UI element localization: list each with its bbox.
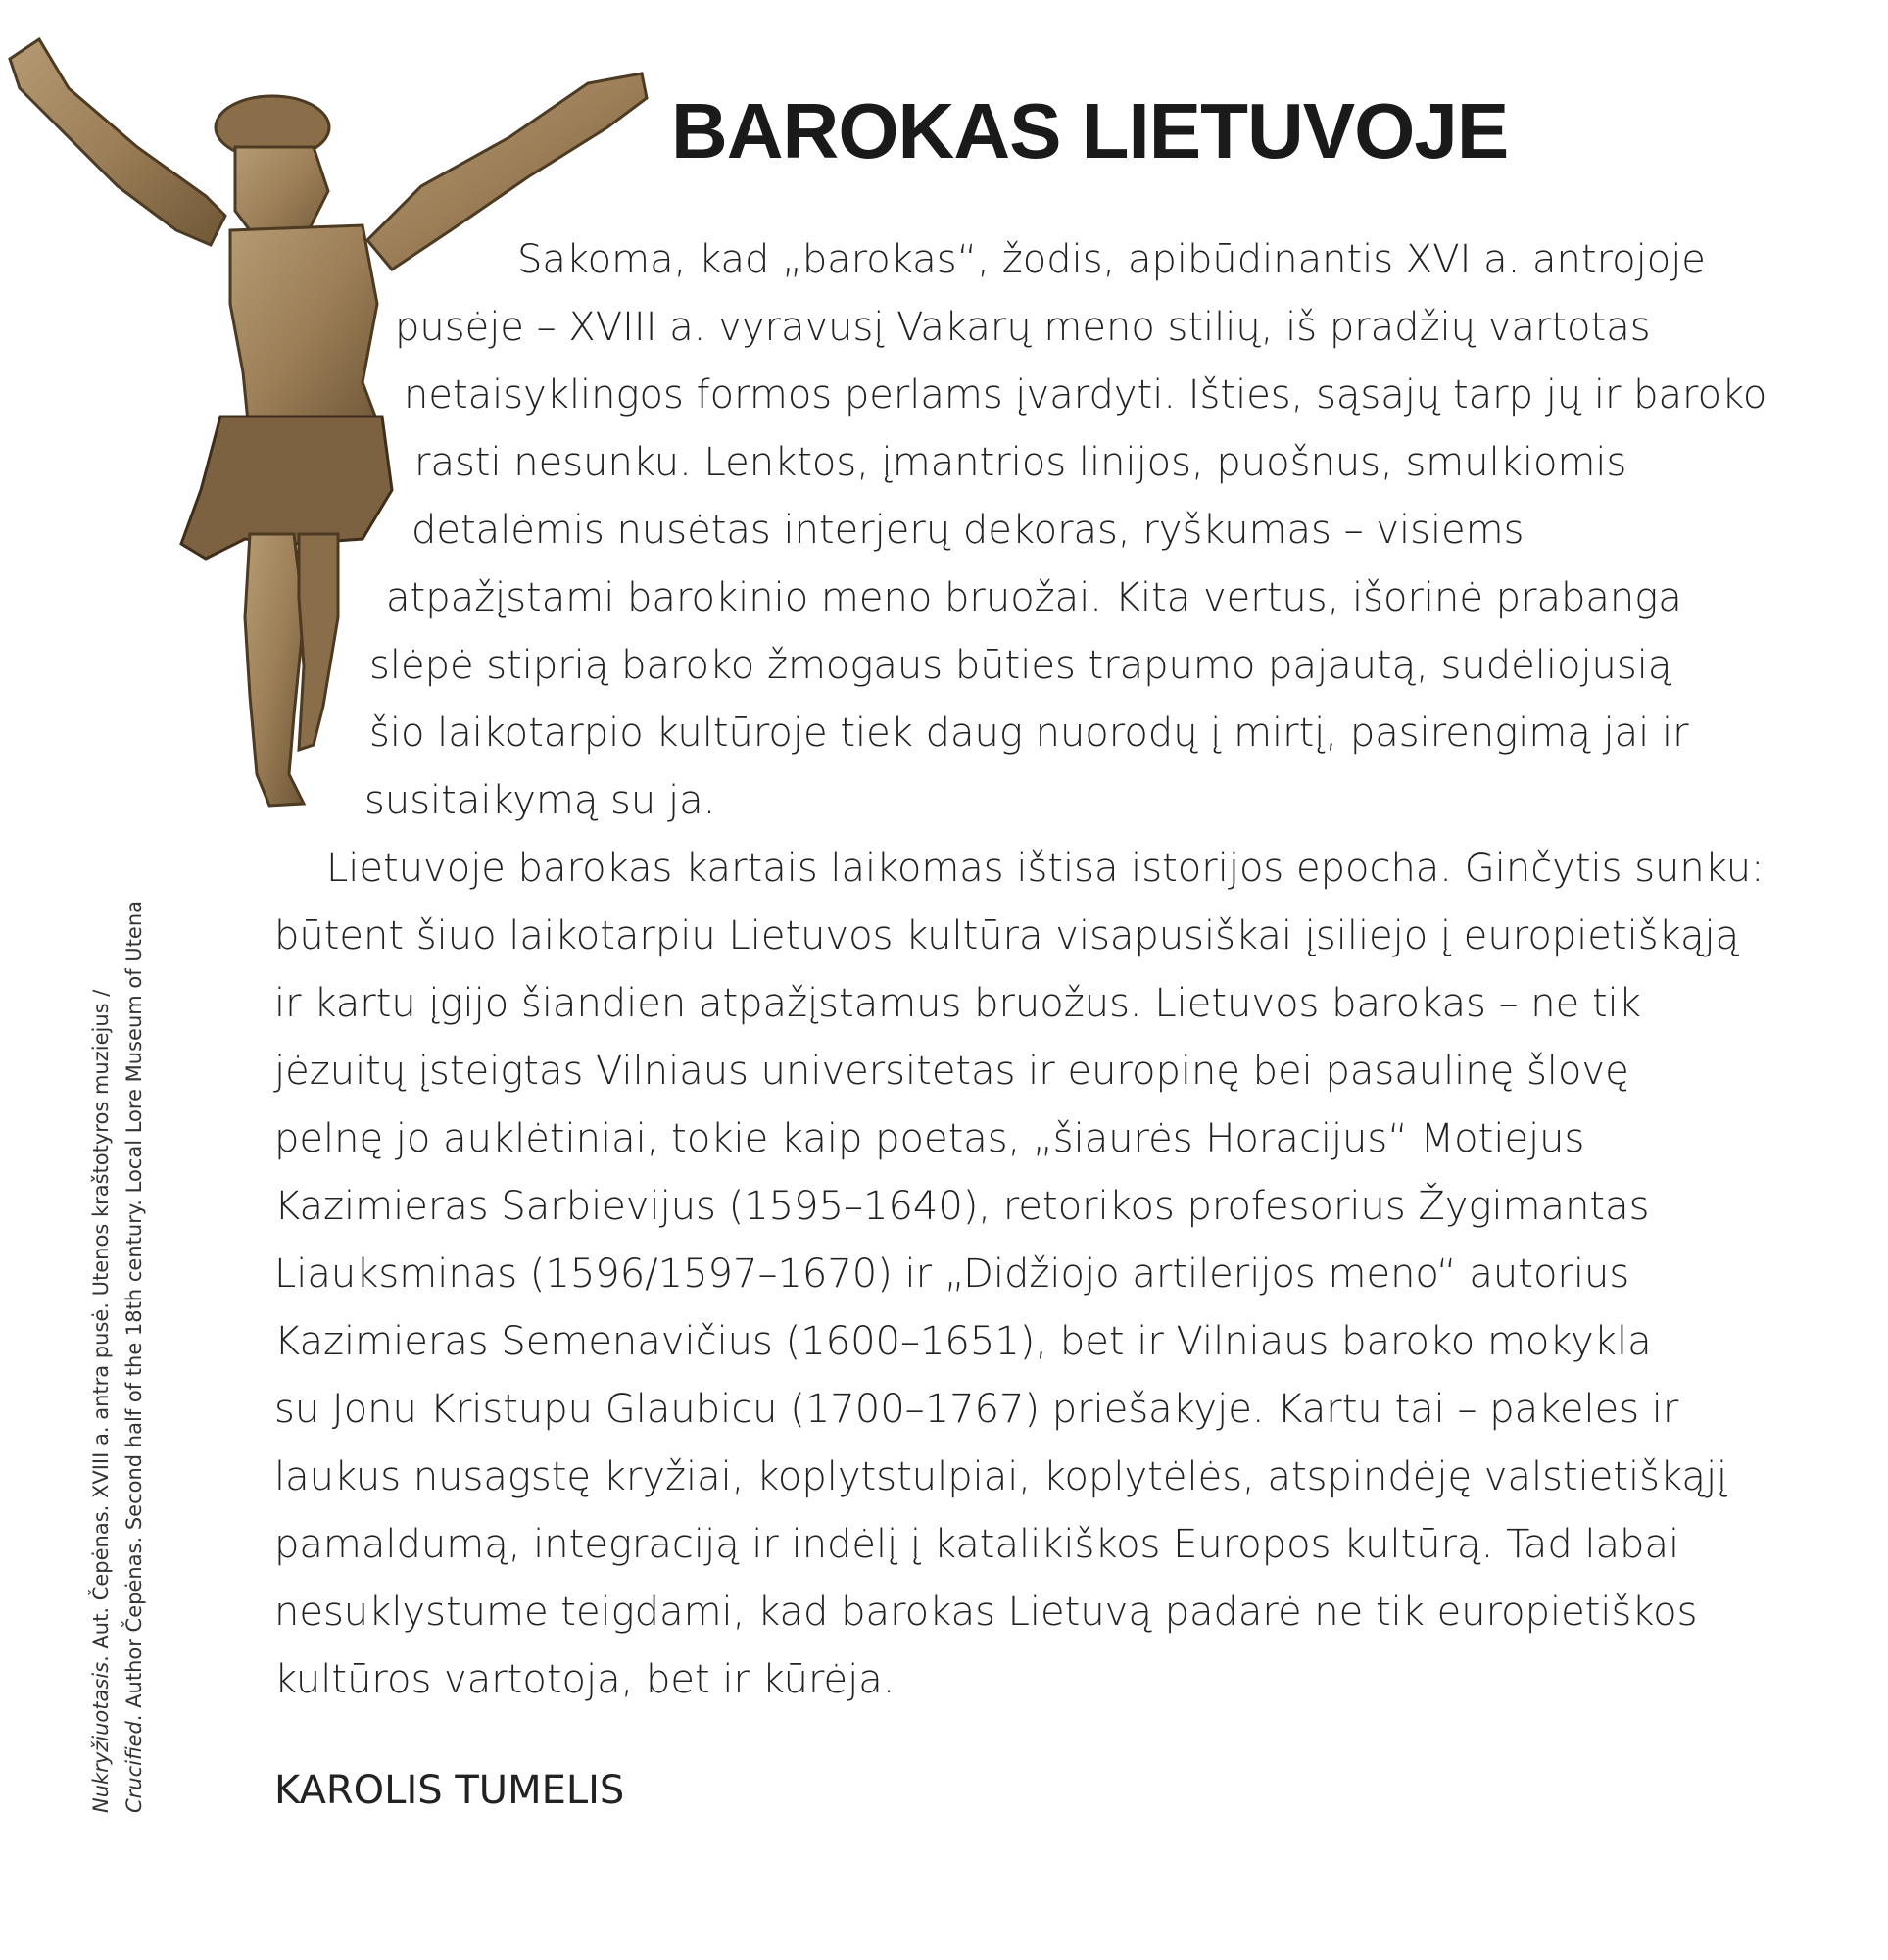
text-line: ir kartu įgijo šiandien atpažįstamus bruožus. Lietuvos barokas – ne tik (274, 981, 1641, 1026)
text-line: su Jonu Kristupu Glaubicu (1700–1767) priešakyje. Kartu tai – pakeles ir (274, 1387, 1679, 1432)
page-title: BAROKAS LIETUVOJE (671, 87, 1509, 174)
caption-line-2: Crucified. Author Čepėnas. Second half of the 18th century. Local Lore Museum of Utena (122, 900, 146, 1813)
text-line: laukus nusagstę kryžiai, koplytstulpiai, koplytėlės, atspindėję valstietiškąjį (274, 1454, 1728, 1499)
text-line: Sakoma, kad „barokas“, žodis, apibūdinantis XVI a. antrojoje (517, 237, 1706, 282)
text-line: atpažįstami barokinio meno bruožai. Kita vertus, išorinė prabanga (386, 575, 1682, 620)
caption-line-1: Nukryžiuotasis. Aut. Čepėnas. XVIII a. antra pusė. Utenos kraštotyros muziejus / (89, 989, 113, 1813)
text-line: pelnę jo auklėtiniai, tokie kaip poetas, „šiaurės Horacijus“ Motiejus (274, 1116, 1585, 1161)
text-line: susitaikymą su ja. (364, 778, 716, 823)
text-line: nesuklystume teigdami, kad barokas Lietuvą padarė ne tik europietiškos (274, 1590, 1698, 1635)
text-line: Lietuvoje barokas kartais laikomas ištisa istorijos epocha. Ginčytis sunku: (326, 846, 1765, 891)
text-line: Liauksminas (1596/1597–1670) ir „Didžiojo artilerijos meno“ autorius (274, 1251, 1630, 1297)
text-line: kultūros vartotoja, bet ir kūrėja. (274, 1657, 896, 1702)
author-name: KAROLIS TUMELIS (274, 1768, 625, 1813)
text-line: netaisyklingos formos perlams įvardyti. Išties, sąsajų tarp jų ir baroko (404, 372, 1767, 417)
text-line: slėpė stiprią baroko žmogaus būties trapumo pajautą, sudėliojusią (369, 643, 1672, 688)
text-line: šio laikotarpio kultūroje tiek daug nuorodų į mirtį, pasirengimą jai ir (369, 710, 1689, 756)
text-line: pusėje – XVIII a. vyravusį Vakarų meno stilių, iš pradžių vartotas (395, 305, 1651, 350)
text-line: Kazimieras Semenavičius (1600–1651), bet ir Vilniaus baroko mokykla (274, 1319, 1652, 1364)
figure-caption (84, 696, 163, 1813)
text-line: rasti nesunku. Lenktos, įmantrios linijos, puošnus, smulkiomis (414, 440, 1627, 485)
text-line: pamaldumą, integraciją ir indėlį į katalikiškos Europos kultūrą. Tad labai (274, 1522, 1680, 1567)
text-line: būtent šiuo laikotarpiu Lietuvos kultūra visapusiškai įsiliejo į europietiškąją (274, 913, 1740, 958)
text-line: jėzuitų įsteigtas Vilniaus universitetas ir europinę bei pasaulinę šlovę (274, 1049, 1629, 1094)
text-line: Kazimieras Sarbievijus (1595–1640), retorikos profesorius Žygimantas (274, 1184, 1650, 1229)
text-line: detalėmis nusėtas interjerų dekoras, ryškumas – visiems (411, 508, 1525, 553)
